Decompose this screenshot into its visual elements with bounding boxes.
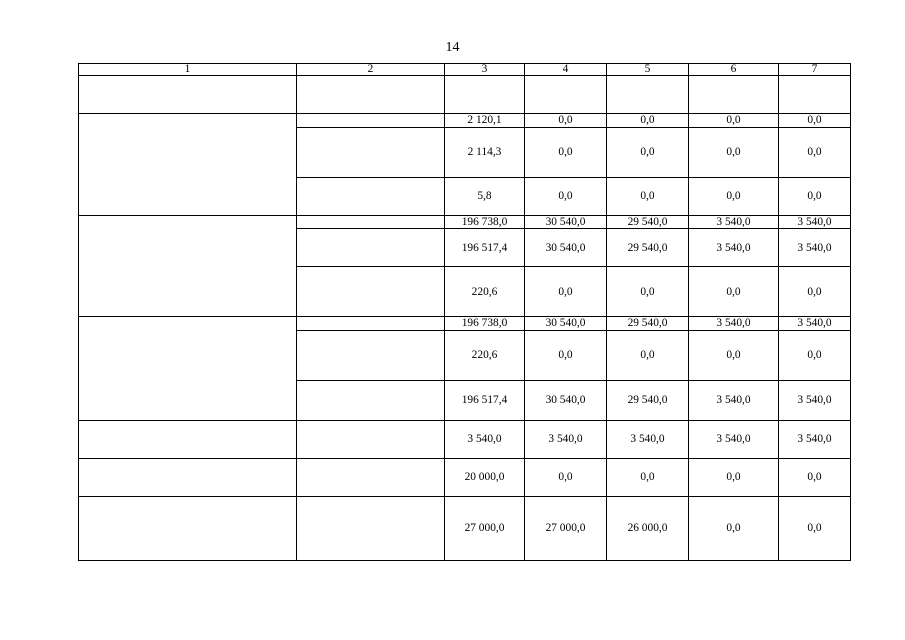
value-cell: 30 540,0 xyxy=(525,380,607,420)
executor-cell xyxy=(297,267,445,317)
column-header: 5 xyxy=(607,64,689,76)
value-cell: 0,0 xyxy=(689,496,779,560)
column-header: 1 xyxy=(79,64,297,76)
value-cell: 3 540,0 xyxy=(525,420,607,458)
activity-name-cell xyxy=(79,317,297,420)
value-cell: 0,0 xyxy=(689,267,779,317)
column-number-header xyxy=(79,64,851,76)
activity-name-cell xyxy=(79,216,297,317)
column-header: 3 xyxy=(445,64,525,76)
value-cell: 0,0 xyxy=(779,128,851,178)
activity-name-cell xyxy=(79,496,297,560)
table-row xyxy=(79,114,851,128)
value-cell xyxy=(445,76,525,114)
budget-table xyxy=(78,63,851,561)
value-cell: 27 000,0 xyxy=(525,496,607,560)
value-cell: 0,0 xyxy=(607,458,689,496)
value-cell: 0,0 xyxy=(779,458,851,496)
value-cell: 29 540,0 xyxy=(607,229,689,267)
value-cell: 0,0 xyxy=(607,178,689,216)
executor-cell xyxy=(297,229,445,267)
executor-cell xyxy=(297,496,445,560)
table-row xyxy=(79,76,851,114)
value-cell xyxy=(607,76,689,114)
value-cell: 0,0 xyxy=(607,128,689,178)
value-cell: 27 000,0 xyxy=(445,496,525,560)
value-cell: 0,0 xyxy=(689,458,779,496)
value-cell: 2 114,3 xyxy=(445,128,525,178)
value-cell: 3 540,0 xyxy=(689,380,779,420)
value-cell: 196 517,4 xyxy=(445,229,525,267)
value-cell: 0,0 xyxy=(689,114,779,128)
executor-cell xyxy=(297,216,445,229)
value-cell: 0,0 xyxy=(779,178,851,216)
value-cell: 0,0 xyxy=(689,128,779,178)
value-cell: 3 540,0 xyxy=(445,420,525,458)
table-row xyxy=(79,216,851,229)
value-cell: 0,0 xyxy=(779,114,851,128)
value-cell: 0,0 xyxy=(779,267,851,317)
value-cell xyxy=(779,76,851,114)
column-header: 6 xyxy=(689,64,779,76)
value-cell: 3 540,0 xyxy=(689,216,779,229)
value-cell: 0,0 xyxy=(525,114,607,128)
value-cell: 29 540,0 xyxy=(607,317,689,330)
value-cell: 0,0 xyxy=(525,330,607,380)
column-header: 2 xyxy=(297,64,445,76)
activity-name-cell xyxy=(79,76,297,114)
value-cell: 30 540,0 xyxy=(525,216,607,229)
value-cell: 0,0 xyxy=(689,330,779,380)
value-cell: 3 540,0 xyxy=(779,229,851,267)
value-cell: 3 540,0 xyxy=(779,420,851,458)
executor-cell xyxy=(297,178,445,216)
value-cell: 0,0 xyxy=(607,330,689,380)
value-cell: 26 000,0 xyxy=(607,496,689,560)
executor-cell xyxy=(297,330,445,380)
table-row xyxy=(79,496,851,560)
value-cell: 0,0 xyxy=(525,267,607,317)
executor-cell xyxy=(297,114,445,128)
table-row xyxy=(79,317,851,330)
value-cell: 0,0 xyxy=(607,114,689,128)
value-cell: 3 540,0 xyxy=(779,317,851,330)
value-cell: 3 540,0 xyxy=(607,420,689,458)
value-cell: 3 540,0 xyxy=(779,380,851,420)
executor-cell xyxy=(297,76,445,114)
value-cell: 30 540,0 xyxy=(525,229,607,267)
page-number: 14 xyxy=(445,40,460,55)
value-cell: 220,6 xyxy=(445,267,525,317)
value-cell: 196 738,0 xyxy=(445,216,525,229)
value-cell: 0,0 xyxy=(779,496,851,560)
value-cell: 3 540,0 xyxy=(779,216,851,229)
value-cell: 3 540,0 xyxy=(689,229,779,267)
column-header: 4 xyxy=(525,64,607,76)
activity-name-cell xyxy=(79,114,297,216)
value-cell: 20 000,0 xyxy=(445,458,525,496)
value-cell: 0,0 xyxy=(525,458,607,496)
value-cell: 30 540,0 xyxy=(525,317,607,330)
value-cell: 29 540,0 xyxy=(607,216,689,229)
executor-cell xyxy=(297,420,445,458)
column-header: 7 xyxy=(779,64,851,76)
value-cell xyxy=(689,76,779,114)
value-cell: 220,6 xyxy=(445,330,525,380)
value-cell: 0,0 xyxy=(689,178,779,216)
value-cell: 0,0 xyxy=(779,330,851,380)
table-row xyxy=(79,420,851,458)
value-cell: 0,0 xyxy=(607,267,689,317)
activity-name-cell xyxy=(79,420,297,458)
value-cell: 196 738,0 xyxy=(445,317,525,330)
table-row xyxy=(79,458,851,496)
value-cell: 0,0 xyxy=(525,178,607,216)
value-cell: 5,8 xyxy=(445,178,525,216)
value-cell: 196 517,4 xyxy=(445,380,525,420)
value-cell xyxy=(525,76,607,114)
value-cell: 3 540,0 xyxy=(689,420,779,458)
executor-cell xyxy=(297,128,445,178)
value-cell: 2 120,1 xyxy=(445,114,525,128)
executor-cell xyxy=(297,317,445,330)
executor-cell xyxy=(297,380,445,420)
value-cell: 29 540,0 xyxy=(607,380,689,420)
executor-cell xyxy=(297,458,445,496)
value-cell: 3 540,0 xyxy=(689,317,779,330)
value-cell: 0,0 xyxy=(525,128,607,178)
activity-name-cell xyxy=(79,458,297,496)
